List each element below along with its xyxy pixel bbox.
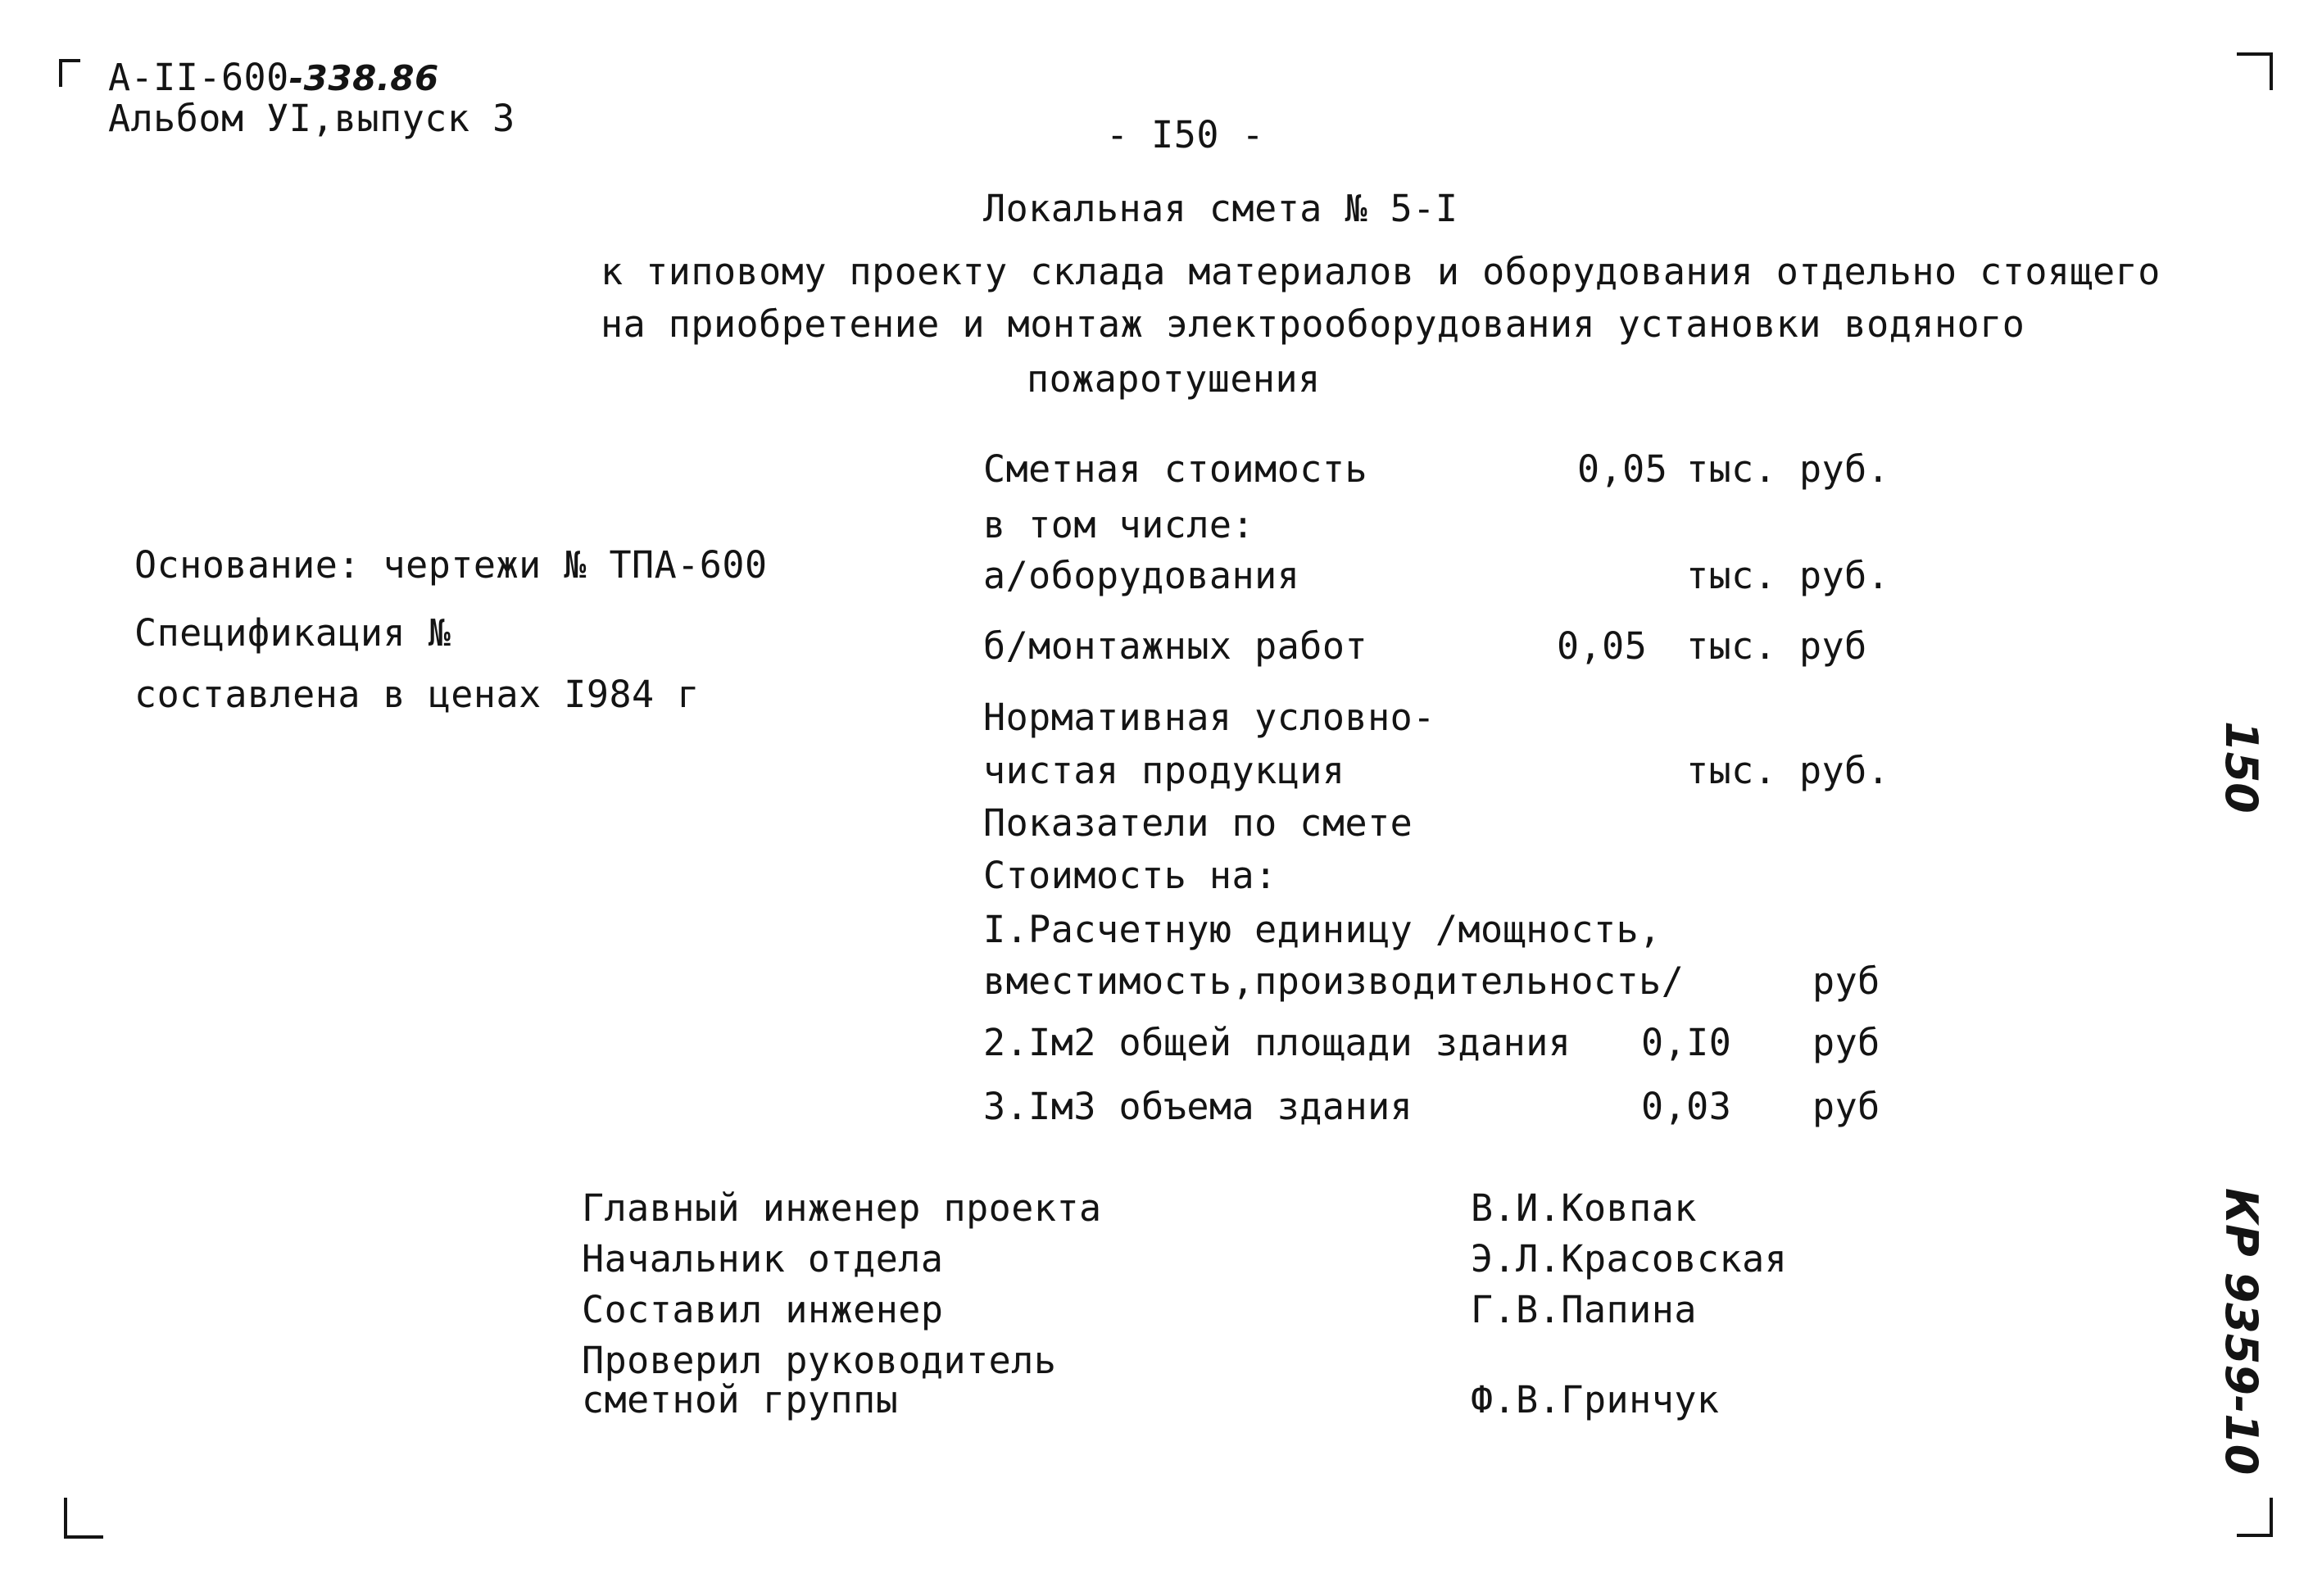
estimate-subtitle-line-2: на приобретение и монтаж электрооборудования установки водяного <box>601 302 2025 346</box>
page-number: - I50 - <box>1106 113 1265 156</box>
indicator-2-unit: руб <box>1812 1021 1880 1064</box>
estimate-title: Локальная смета № 5-I <box>983 187 1458 230</box>
installation-cost-value: 0,05 <box>1557 624 1648 668</box>
signature-role-checker-line-2: сметной группы <box>582 1378 899 1421</box>
document-code-handwritten: -338.86 <box>288 58 439 98</box>
indicator-1-line-1: I.Расчетную единицу /мощность, <box>983 908 1662 951</box>
signature-role-department-head: Начальник отдела <box>582 1237 944 1281</box>
indicators-label: Показатели по смете <box>983 801 1413 845</box>
normative-production-label-1: Нормативная условно- <box>983 696 1435 739</box>
signature-name-checker: Ф.В.Гринчук <box>1471 1378 1720 1421</box>
basis-drawings: Основание: чертежи № ТПА-600 <box>134 543 768 587</box>
indicator-1-unit: руб <box>1812 959 1880 1003</box>
installation-cost-unit: тыс. руб <box>1686 624 1867 668</box>
basis-specification: Спецификация № <box>134 611 451 655</box>
signature-name-compiler: Г.В.Папина <box>1471 1288 1697 1331</box>
estimate-subtitle-line-1: к типовому проекту склада материалов и оборудования отдельно стоящего <box>601 250 2161 293</box>
corner-mark-top-right <box>2237 52 2273 90</box>
signature-role-chief-engineer: Главный инженер проекта <box>582 1186 1102 1230</box>
signature-role-compiler: Составил инженер <box>582 1288 944 1331</box>
corner-mark-top-left <box>59 59 80 87</box>
estimated-cost-value: 0,05 <box>1577 447 1668 491</box>
basis-prices-year: составлена в ценах I984 г <box>134 673 700 716</box>
estimated-cost-unit: тыс. руб. <box>1686 447 1890 491</box>
normative-production-label-2: чистая продукция <box>983 749 1345 792</box>
margin-page-number-handwritten: 150 <box>2215 721 2267 814</box>
installation-cost-label: б/монтажных работ <box>983 624 1368 668</box>
document-code-printed: А-II-600 <box>108 56 289 99</box>
including-label: в том числе: <box>983 503 1255 546</box>
corner-mark-bottom-left <box>64 1498 103 1539</box>
estimated-cost-label: Сметная стоимость <box>983 447 1368 491</box>
album-label: Альбом УI,выпуск 3 <box>108 97 515 140</box>
signature-role-checker-line-1: Проверил руководитель <box>582 1339 1057 1382</box>
indicator-3-label: 3.Iм3 объема здания <box>983 1085 1413 1128</box>
signature-name-department-head: Э.Л.Красовская <box>1471 1237 1788 1281</box>
indicator-3-value: 0,03 <box>1641 1085 1732 1128</box>
indicator-3-unit: руб <box>1812 1085 1880 1128</box>
margin-stamp-handwritten: КР 9359-10 <box>2215 1188 2267 1476</box>
cost-per-label: Стоимость на: <box>983 854 1277 897</box>
indicator-2-value: 0,I0 <box>1641 1021 1732 1064</box>
equipment-cost-unit: тыс. руб. <box>1686 554 1890 597</box>
signature-name-chief-engineer: В.И.Ковпак <box>1471 1186 1697 1230</box>
corner-mark-bottom-right <box>2237 1498 2273 1537</box>
estimate-subtitle-line-3: пожаротушения <box>1027 357 1321 401</box>
normative-production-unit: тыс. руб. <box>1686 749 1890 792</box>
equipment-cost-label: а/оборудования <box>983 554 1300 597</box>
indicator-1-line-2: вместимость,производительность/ <box>983 959 1685 1003</box>
indicator-2-label: 2.Iм2 общей площади здания <box>983 1021 1571 1064</box>
document-code <box>108 56 439 99</box>
